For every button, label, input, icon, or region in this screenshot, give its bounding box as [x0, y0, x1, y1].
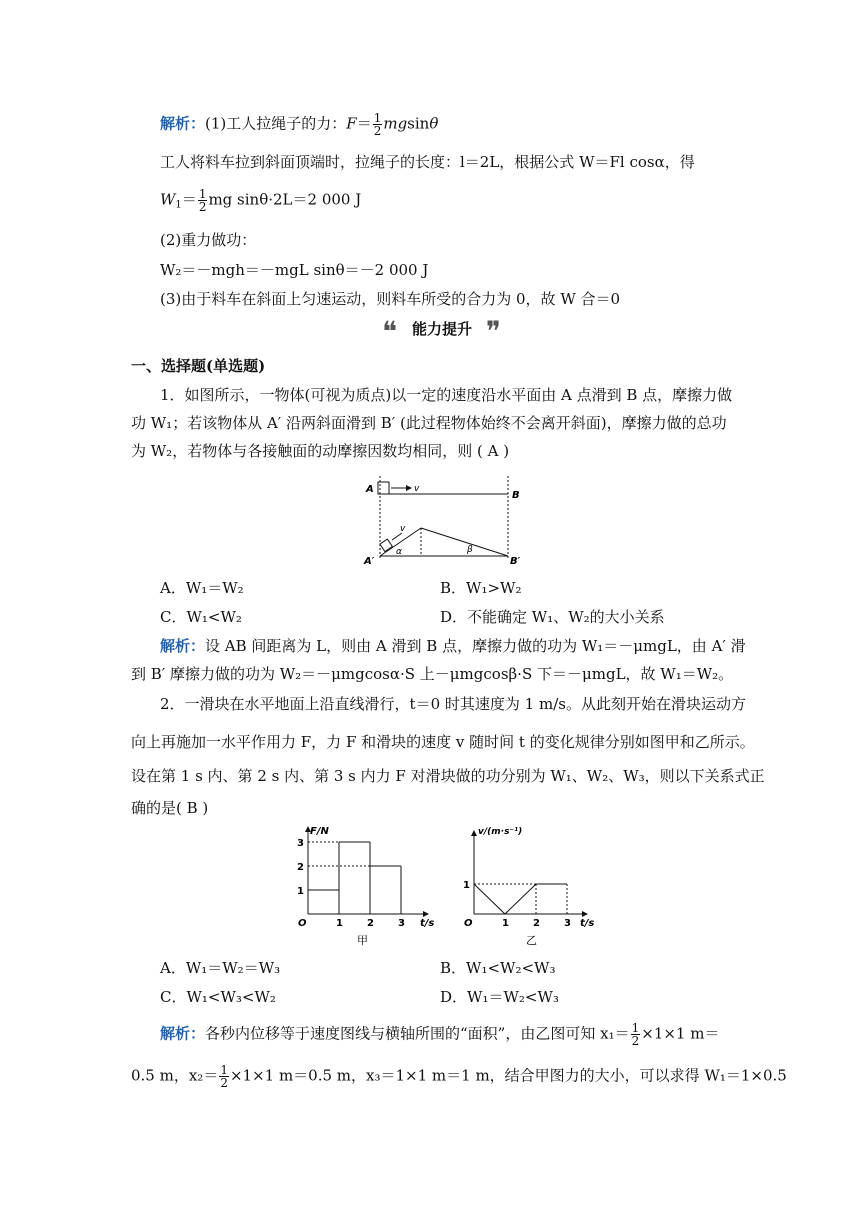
- q2-line-2: 向上再施加一水平作用力 F，力 F 和滑块的速度 v 随时间 t 的变化规律分别如图甲和乙所示。: [131, 733, 755, 751]
- y-tick-label: 1: [297, 886, 304, 897]
- chart-velocity-time: [458, 822, 608, 950]
- x-axis-label: t/s: [420, 918, 435, 929]
- q1-figure: [362, 474, 532, 566]
- velocity-line: [474, 884, 567, 914]
- x-axis-arrow: [582, 911, 588, 917]
- svg-text:v: v: [400, 524, 406, 534]
- q2-option-c: C．W₁<W₃<W₂: [160, 988, 276, 1006]
- x-tick-label: 2: [367, 918, 374, 929]
- q1-solution-1: 解析：设 AB 间距离为 L，则由 A 滑到 B 点，摩擦力做的功为 W₁＝－μmgL，由 A′ 滑: [160, 637, 746, 655]
- fraction: $\frac{1}{2}$: [198, 187, 207, 214]
- q1-solution-2: 到 B′ 摩擦力做的功为 W₂＝－μmgcosα·S 上－μmgcosβ·S 下＝－μmgL，故 W₁＝W₂。: [131, 665, 734, 683]
- svg-text:A: A: [366, 484, 374, 495]
- chart-force-time: [290, 822, 440, 950]
- x-axis-label: t/s: [580, 918, 595, 929]
- q2-solution-2: 0.5 m，x₂＝ $\frac{1}{2}$ ×1×1 m＝0.5 m，x₃＝1×1 m＝1 m，结合甲图力的大小，可以求得 W₁＝1×0.5: [131, 1063, 787, 1090]
- open-quote-icon: ❝: [382, 315, 398, 348]
- origin-label: O: [464, 918, 473, 929]
- y-tick-label: 2: [297, 862, 304, 873]
- svg-text:v: v: [414, 484, 420, 494]
- y-axis-arrow: [471, 830, 477, 836]
- q1-line-1: 1．如图所示，一物体(可视为质点)以一定的速度沿水平面由 A 点滑到 B 点，摩擦力做: [160, 386, 733, 404]
- q1-option-b: B．W₁>W₂: [440, 579, 522, 597]
- svg-text:B: B: [512, 490, 520, 501]
- q1-option-d: D．不能确定 W₁、W₂的大小关系: [440, 608, 665, 626]
- q1-option-c: C．W₁<W₂: [160, 608, 242, 626]
- close-quote-icon: ❞: [486, 315, 502, 348]
- y-axis-label: F/N: [310, 826, 329, 837]
- q1-line-3: 为 W₂，若物体与各接触面的动摩擦因数均相同，则 ( A ): [131, 442, 510, 460]
- y-tick-label: 1: [463, 880, 470, 891]
- origin-label: O: [298, 918, 307, 929]
- x-tick-label: 1: [502, 918, 509, 929]
- solution-line-3: $W_1=$ $\frac{1}{2}$ mg sinθ·2L＝2 000 J: [160, 187, 362, 214]
- fraction: $\frac{1}{2}$: [373, 111, 382, 138]
- solution-line-2: 工人将料车拉到斜面顶端时，拉绳子的长度：l＝2L，根据公式 W＝Fl cosα，得: [160, 153, 695, 171]
- q2-line-1: 2．一滑块在水平地面上沿直线滑行，t＝0 时其速度为 1 m/s。从此刻开始在滑块运动方: [160, 695, 746, 713]
- q2-line-4: 确的是( B ): [131, 799, 209, 817]
- svg-text:B′: B′: [510, 556, 521, 566]
- x-tick-label: 2: [533, 918, 540, 929]
- part-title: 一、选择题(单选题): [131, 357, 266, 375]
- solution-line-4: (2)重力做功：: [160, 231, 257, 249]
- solution-line-1: 解析：(1)工人拉绳子的力：F＝ $\frac{1}{2}$ mgsinθ: [160, 111, 439, 138]
- svg-text:α: α: [396, 547, 402, 557]
- chart-caption: 甲: [357, 934, 368, 947]
- section-title: 能力提升: [412, 320, 473, 338]
- y-tick-label: 3: [297, 838, 304, 849]
- q2-solution-1: 解析：各秒内位移等于速度图线与横轴所围的“面积”，由乙图可知 x₁＝ $\frac{1}{2}$ ×1×1 m＝: [160, 1021, 720, 1048]
- x-tick-label: 3: [564, 918, 571, 929]
- q2-option-b: B．W₁<W₂<W₃: [440, 959, 556, 977]
- x-tick-label: 1: [336, 918, 343, 929]
- svg-text:β: β: [467, 545, 473, 555]
- q2-option-a: A．W₁＝W₂＝W₃: [160, 959, 281, 977]
- x-tick-label: 3: [398, 918, 405, 929]
- q2-option-d: D．W₁＝W₂<W₃: [440, 988, 559, 1006]
- solution-line-6: (3)由于料车在斜面上匀速运动，则料车所受的合力为 0，故 W 合＝0: [160, 290, 621, 308]
- x-axis-arrow: [423, 911, 429, 917]
- q1-option-a: A．W₁＝W₂: [160, 579, 244, 597]
- chart-caption: 乙: [526, 934, 537, 947]
- q1-line-2: 功 W₁；若该物体从 A′ 沿两斜面滑到 B′ (此过程物体始终不会离开斜面)，摩擦力做的总功: [131, 414, 727, 432]
- q2-line-3: 设在第 1 s 内、第 2 s 内、第 3 s 内力 F 对滑块做的功分别为 W₁、W₂、W₃，则以下关系式正: [131, 767, 765, 785]
- y-axis-label: v/(m·s⁻¹): [478, 827, 523, 837]
- svg-text:A′: A′: [364, 556, 375, 566]
- solution-label: 解析：: [160, 114, 206, 133]
- solution-line-5: W₂＝－mgh＝－mgL sinθ＝－2 000 J: [160, 261, 429, 279]
- solution-text: (1)工人拉绳子的力：: [205, 114, 347, 133]
